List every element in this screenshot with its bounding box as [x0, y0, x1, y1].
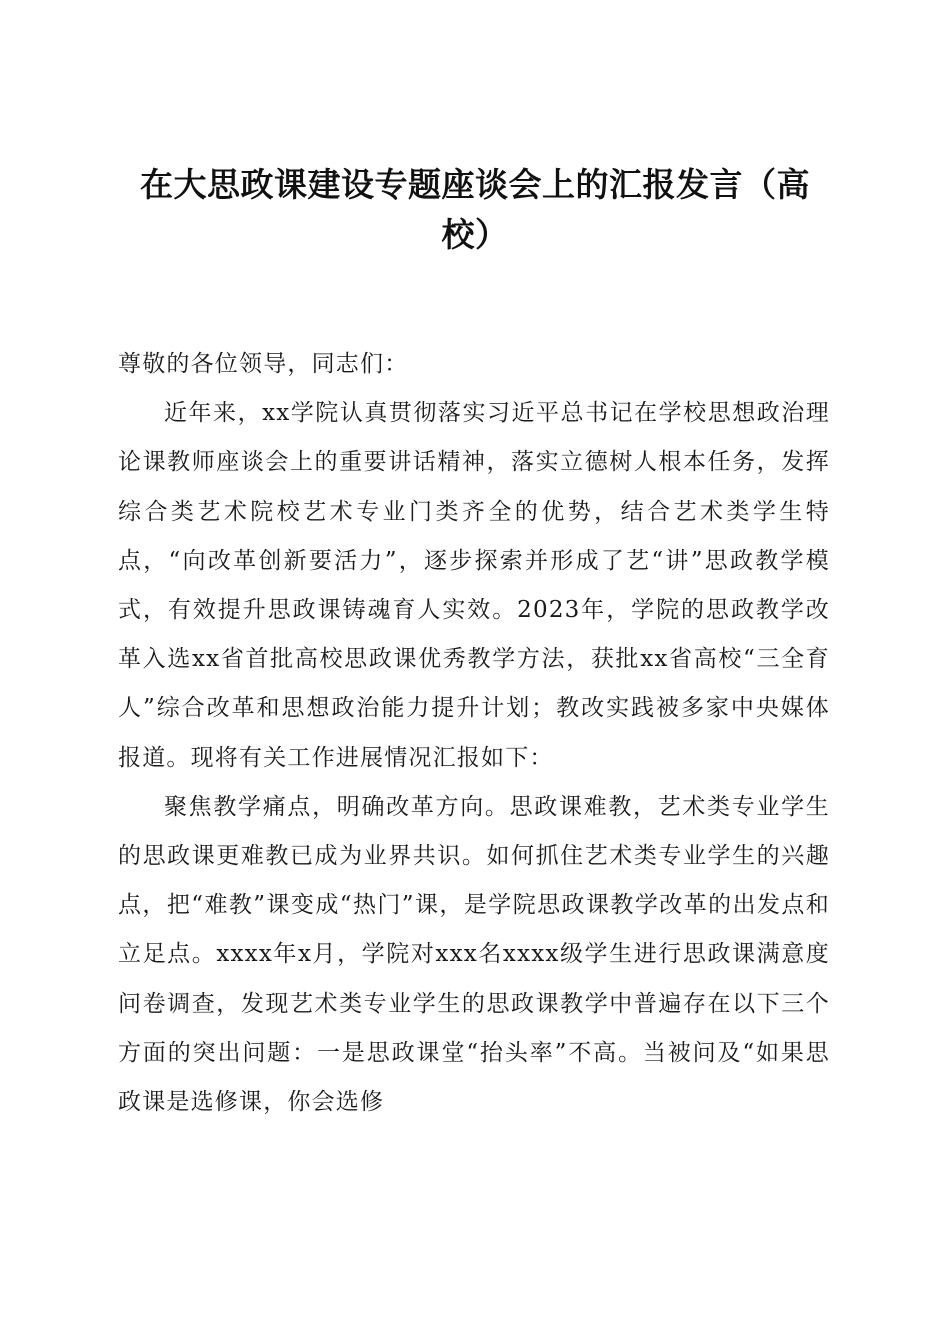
document-body [118, 340, 830, 1127]
body-paragraph-2: 聚焦教学痛点，明确改革方向。思政课难教，艺术类专业学生的思政课更难教已成为业界共识。如何抓住艺术类专业学生的兴趣点，把“难教”课变成“热门”课，是学院思政课教学改革的出发点和立足点。xxxx年x月，学院对xxx名xxxx级学生进行思政课满意度问卷调查，发现艺术类专业学生的思政课教学中普遍存在以下三个方面的突出问题：一是思政课堂“抬头率”不高。当被问及“如果思政课是选修课，你会选修 [118, 793, 830, 1116]
document-title: 在大思政课建设专题座谈会上的汇报发言（高校） [140, 165, 810, 254]
salutation: 尊敬的各位领导，同志们： [118, 351, 409, 377]
body-paragraph-1: 近年来，xx学院认真贯彻落实习近平总书记在学校思想政治理论课教师座谈会上的重要讲话精神，落实立德树人根本任务，发挥综合类艺术院校艺术专业门类齐全的优势，结合艺术类学生特点，“向改革创新要活力”，逐步探索并形成了艺“讲”思政教学模式，有效提升思政课铸魂育人实效。2023年，学院的思政教学改革入选xx省首批高校思政课优秀教学方法，获批xx省高校“三全育人”综合改革和思想政治能力提升计划；教改实践被多家中央媒体报道。现将有关工作进展情况汇报如下： [118, 400, 830, 771]
